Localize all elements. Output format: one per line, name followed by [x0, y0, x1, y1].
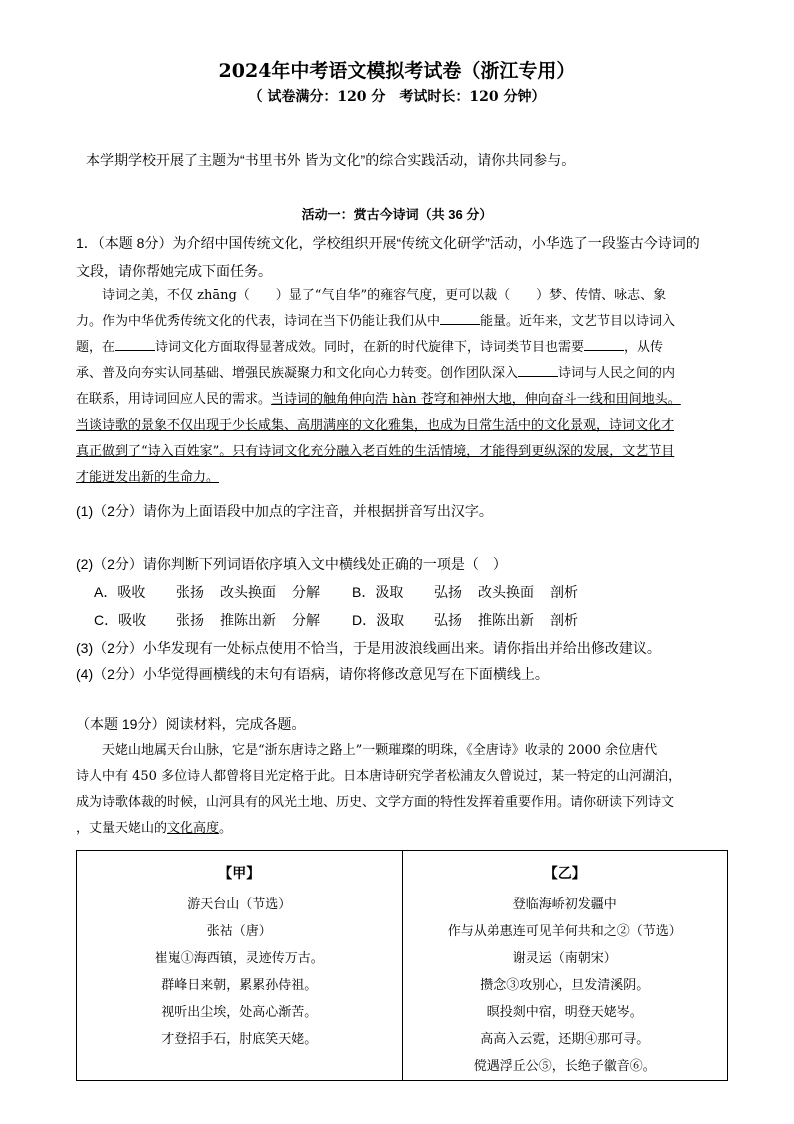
- option-d: D．汲取: [352, 612, 405, 628]
- poem-title: 作与从弟惠连可见羊何共和之②（节选）: [447, 924, 682, 939]
- option-word: 弘扬: [434, 584, 462, 600]
- passage-line: [76, 335, 726, 361]
- passage-text: 题，在: [76, 340, 116, 355]
- poem-author: 张祜（唐）: [206, 924, 272, 939]
- question-1-passage: [76, 283, 726, 491]
- question-2-stem: （本题 19分）阅读材料，完成各题。: [76, 716, 306, 732]
- option-b: B．汲取: [352, 584, 404, 600]
- sub-question-2: (2)（2分）请你判断下列词语依序填入文中横线处正确的一项是（ ）: [76, 556, 507, 572]
- passage-line: 诗词之美，不仅 zhāng（ ）显了“气自华”的雍容气度，更可以裁（ ）梦、传情、咏志、象: [102, 288, 667, 303]
- fill-blank: [440, 310, 480, 325]
- option-word: 弘扬: [434, 612, 462, 628]
- option-word: 分解: [292, 612, 320, 628]
- poem-line: 才登招手石，肘底笑天姥。: [161, 1032, 318, 1047]
- question-1-line-1: 1．（本题 8分）为介绍中国传统文化，学校组织开展“传统文化研学”活动，小华选了一段鉴古今诗词的: [76, 235, 700, 251]
- option-c: C．吸收: [94, 612, 147, 628]
- option-word: 张扬: [176, 584, 204, 600]
- poem-jia: [77, 851, 403, 1081]
- passage-text: 在联系，用诗词回应人民的需求。: [76, 392, 272, 407]
- poem-line: 群峰日来朝，累累孙侍祖。: [161, 978, 318, 993]
- question-1-stem: [76, 229, 724, 285]
- underlined-sentence: 当谈诗歌的景象不仅出现于少长咸集、高朋满座的文化雅集，也成为日常生活中的文化景观，诗词文化才: [76, 418, 675, 433]
- poem-line: 视听出尘埃，处高心渐苦。: [161, 1005, 318, 1020]
- poem-label: 【甲】: [218, 865, 261, 881]
- option-word: 推陈出新: [220, 612, 276, 628]
- intro-text: 本学期学校开展了主题为“书里书外 皆为文化”的综合实践活动，请你共同参与。: [86, 152, 576, 168]
- poem-line: 攒念③攻别心，旦发清溪阴。: [480, 978, 650, 993]
- underlined-sentence: 才能迸发出新的生命力。: [76, 470, 220, 485]
- poem-line: 崔嵬①海西镇，灵迹传万古。: [154, 951, 324, 966]
- passage-line: 诗人中有 450 多位诗人都曾将目光定格于此。日本唐诗研究学者松浦友久曾说过，某一特定的山河湖泊，: [76, 769, 682, 784]
- option-word: 改头换面: [478, 584, 534, 600]
- passage-text: 力。作为中华优秀传统文化的代表，诗词在当下仍能让我们从中: [76, 314, 441, 329]
- option-word: 推陈出新: [478, 612, 534, 628]
- question-1-line-2: 文段，请你帮她完成下面任务。: [76, 263, 272, 279]
- sub-question-3: (3)（2分）小华发现有一处标点使用不恰当，于是用波浪线画出来。请你指出并给出修改建议。: [76, 640, 661, 656]
- poem-line: 高高入云霓，还期④那可寻。: [480, 1032, 650, 1047]
- poem-line: 暝投剡中宿，明登天姥岑。: [486, 1005, 643, 1020]
- passage-text: 承、普及向夯实认同基础、增强民族凝聚力和文化向心力转变。创作团队深入: [76, 366, 519, 381]
- passage-text: 诗词文化方面取得显著成效。同时，在新的时代旋律下，诗词类节目也需要: [155, 340, 585, 355]
- fill-blank: [115, 336, 155, 351]
- options-row-2: [94, 610, 578, 630]
- option-word: 剖析: [550, 584, 578, 600]
- sub-question-1: (1)（2分）请你为上面语段中加点的字注音，并根据拼音写出汉字。: [76, 503, 493, 519]
- option-word: 剖析: [550, 612, 578, 628]
- option-word: 改头换面: [220, 584, 276, 600]
- activity-title: 活动一：赏古今诗词（共 36 分）: [301, 207, 493, 222]
- sub-question-4: (4)（2分）小华觉得画横线的末句有语病，请你将修改意见写在下面横线上。: [76, 666, 549, 682]
- fill-blank: [518, 362, 558, 377]
- options-row-1: [94, 582, 578, 602]
- poem-author: 谢灵运（南朝宋）: [512, 951, 617, 966]
- passage-text: ，丈量天姥山的: [76, 821, 168, 836]
- fill-blank: [584, 336, 624, 351]
- poem-yi: [402, 851, 728, 1081]
- option-word: 张扬: [176, 612, 204, 628]
- poem-line: 傥遇浮丘公⑤，长绝子徽音⑥。: [473, 1059, 656, 1074]
- poem-title: 登临海峤初发疆中: [512, 897, 617, 912]
- poem-label: 【乙】: [543, 865, 586, 881]
- exam-info: （ 试卷满分：120 分 考试时长：120 分钟）: [248, 89, 546, 105]
- passage-line: [76, 816, 726, 842]
- passage-line: [76, 361, 726, 387]
- option-a: A．吸收: [94, 584, 146, 600]
- underlined-sentence: 真正做到了“诗入百姓家”。只有诗词文化充分融入老百姓的生活情境，才能得到更纵深的发展，文艺节目: [76, 444, 675, 459]
- underlined-term: 文化高度: [167, 821, 220, 836]
- question-2-passage: [76, 738, 726, 842]
- passage-text: ，从传: [624, 340, 664, 355]
- passage-line: 成为诗歌体裁的时候，山河具有的风光土地、历史、文学方面的特性发挥着重要作用。请你研读下列诗文: [76, 795, 675, 810]
- passage-text: 。: [219, 821, 233, 836]
- passage-line: [76, 387, 726, 413]
- page-title: 2024年中考语文模拟考试卷（浙江专用）: [218, 60, 576, 82]
- passage-line: [76, 309, 726, 335]
- poems-table: [76, 850, 728, 1081]
- passage-text: 能量。近年来，文艺节目以诗词入: [480, 314, 676, 329]
- option-word: 分解: [292, 584, 320, 600]
- poem-title: 游天台山（节选）: [187, 897, 292, 912]
- underlined-sentence: 当诗词的触角伸向浩 hàn 苍穹和神州大地，伸向奋斗一线和田间地头。: [271, 392, 681, 407]
- passage-text: 诗词与人民之间的内: [558, 366, 676, 381]
- passage-line: 天姥山地属天台山脉，它是“浙东唐诗之路上”一颗璀璨的明珠，《全唐诗》收录的 2000 余位唐代: [102, 743, 658, 758]
